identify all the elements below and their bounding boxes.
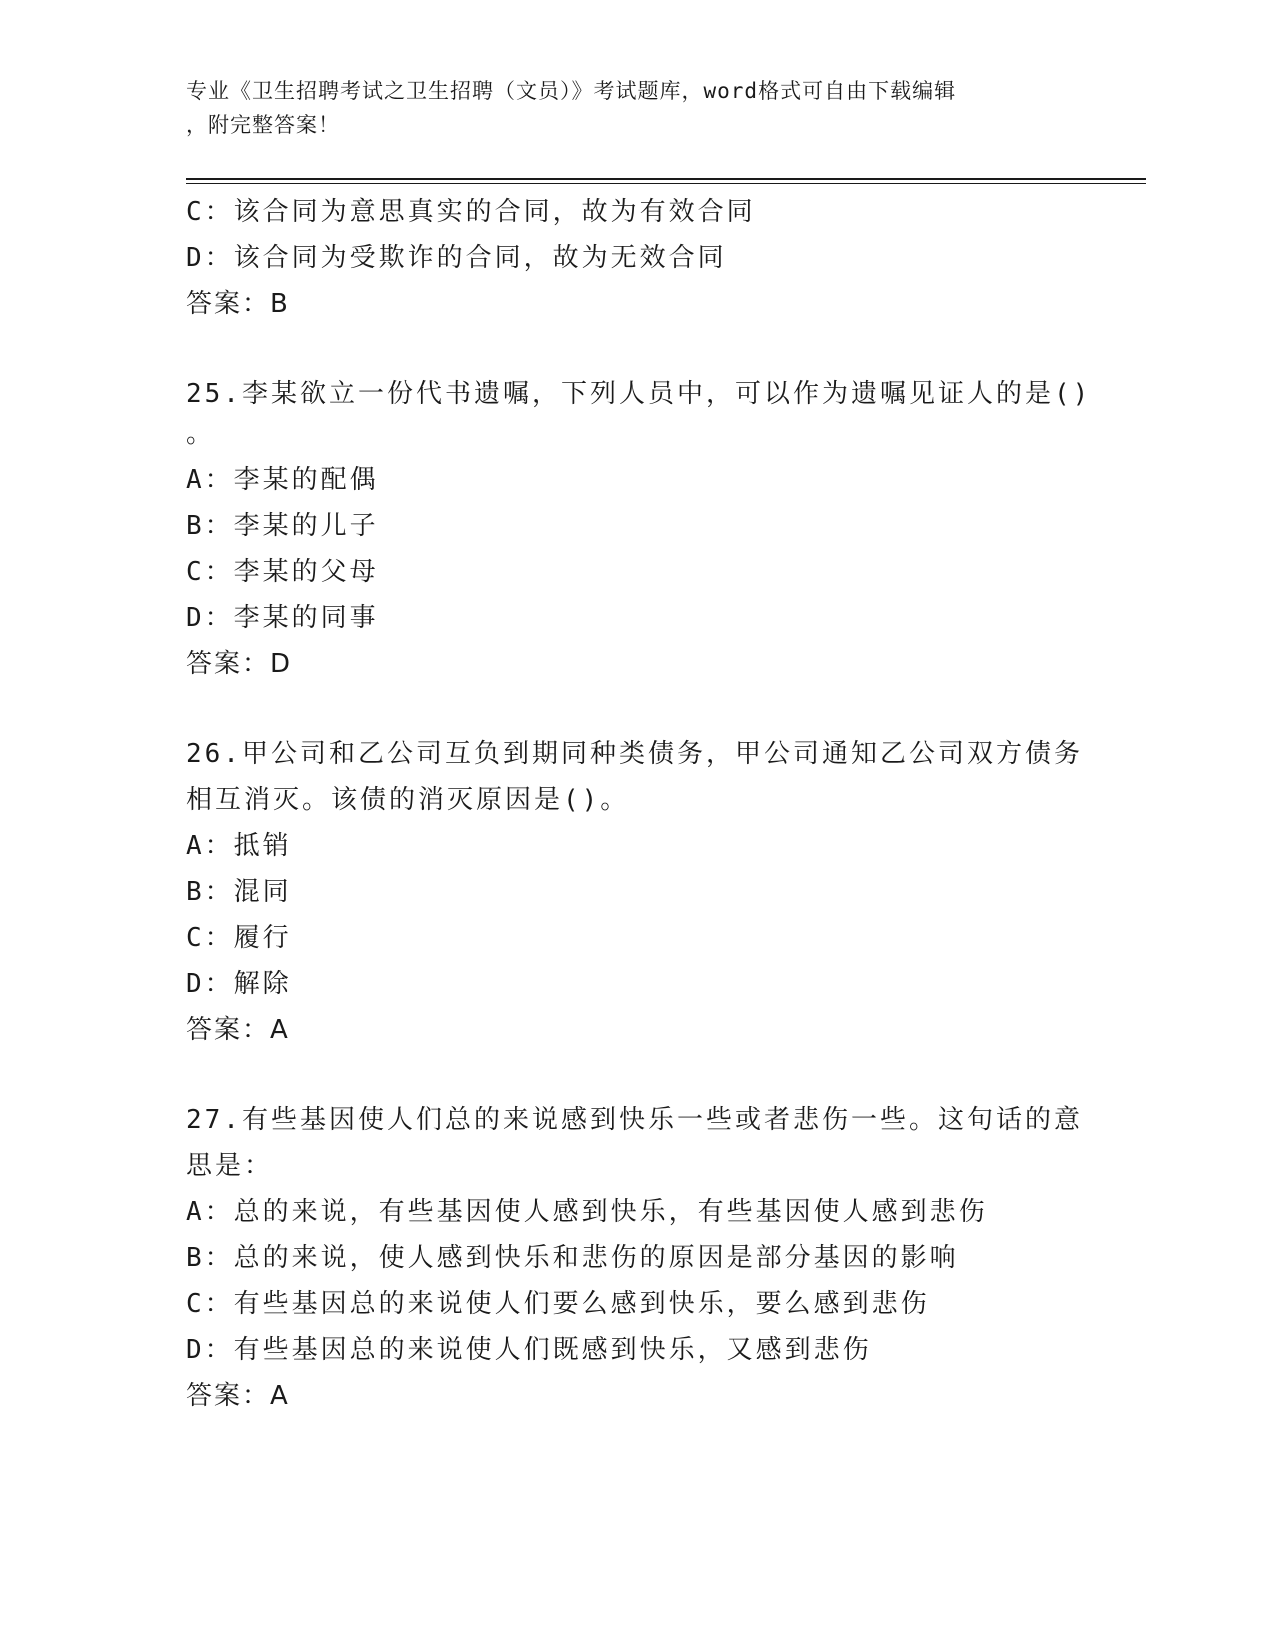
question-stem: 26.甲公司和乙公司互负到期同种类债务，甲公司通知乙公司双方债务 [186,739,1083,769]
option-a: A：总的来说，有些基因使人感到快乐，有些基因使人感到悲伤 [186,1197,988,1227]
answer-label: 答案： [186,649,271,679]
option-d: D：有些基因总的来说使人们既感到快乐，又感到悲伤 [186,1335,872,1365]
answer-label: 答案： [186,1015,271,1045]
header-divider-bottom [186,183,1146,184]
question-27 [186,1097,1086,1419]
answer-line [186,281,1086,327]
document-body [186,189,1092,1419]
option-c: C：李某的父母 [186,557,379,587]
answer-line [186,1007,1086,1053]
question-stem: 思是： [186,1151,274,1181]
option-d: D：解除 [186,969,292,999]
option-b: B：混同 [186,877,292,907]
option-b: B：总的来说，使人感到快乐和悲伤的原因是部分基因的影响 [186,1243,959,1273]
answer-label: 答案： [186,289,271,319]
option-a: A：抵销 [186,831,292,861]
option-a: A：李某的配偶 [186,465,379,495]
question-stem: 27.有些基因使人们总的来说感到快乐一些或者悲伤一些。这句话的意 [186,1105,1083,1135]
option-b: B：李某的儿子 [186,511,379,541]
answer-line [186,1373,1086,1419]
answer-label: 答案： [186,1381,271,1411]
question-stem: 。 [186,419,216,449]
option-c: C：履行 [186,923,292,953]
option-d: D：该合同为受欺诈的合同，故为无效合同 [186,243,727,273]
option-d: D：李某的同事 [186,603,379,633]
answer-value: A [270,1381,290,1411]
question-26 [186,731,1086,1053]
header-divider-top [186,178,1146,180]
header-line-2: ，附完整答案！ [186,113,340,137]
answer-line [186,641,1086,687]
answer-value: B [270,289,290,319]
question-25 [186,371,1092,687]
header-line-1: 专业《卫生招聘考试之卫生招聘（文员）》考试题库，word格式可自由下载编辑 [186,79,957,103]
question-stem: 25.李某欲立一份代书遗嘱，下列人员中，可以作为遗嘱见证人的是() [186,379,1092,409]
answer-value: D [270,649,293,679]
option-c: C：该合同为意思真实的合同，故为有效合同 [186,197,756,227]
document-header [186,74,1066,142]
option-c: C：有些基因总的来说使人们要么感到快乐，要么感到悲伤 [186,1289,930,1319]
answer-value: A [270,1015,290,1045]
question-stem: 相互消灭。该债的消灭原因是()。 [186,785,630,815]
question-24-continuation [186,189,1086,327]
